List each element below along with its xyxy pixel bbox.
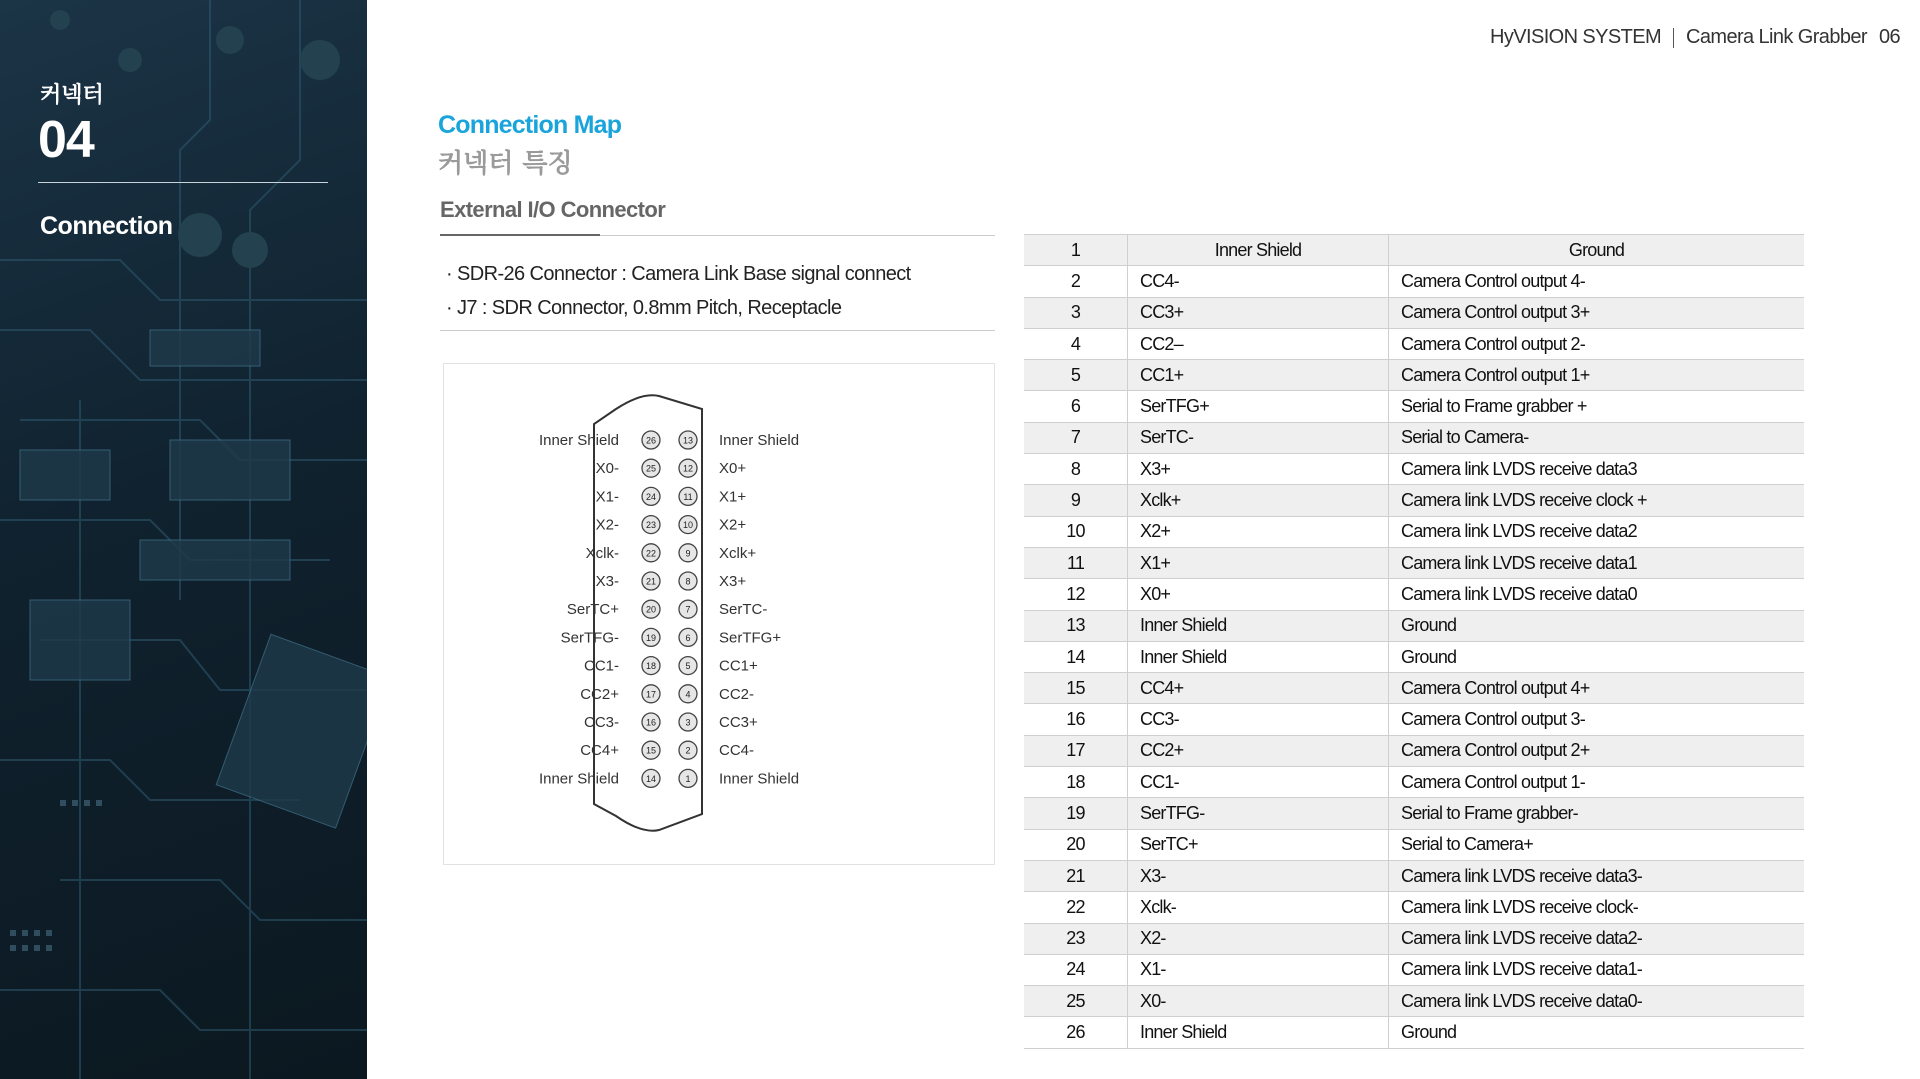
description-cell: Ground bbox=[1389, 1017, 1805, 1048]
table-row bbox=[1024, 798, 1804, 829]
pin-number-cell: 16 bbox=[1024, 704, 1128, 735]
pin-signal-label: CC4+ bbox=[580, 742, 619, 760]
spec-item: · J7 : SDR Connector, 0.8mm Pitch, Receptacle bbox=[446, 297, 842, 319]
table-row bbox=[1024, 454, 1804, 485]
pin-number: 1 bbox=[685, 773, 691, 784]
table-row bbox=[1024, 829, 1804, 860]
pin-number: 17 bbox=[645, 689, 657, 700]
pin-number: 22 bbox=[645, 548, 657, 559]
pin-signal-label: Inner Shield bbox=[719, 432, 800, 449]
pin-number-cell: 22 bbox=[1024, 892, 1128, 923]
signal-cell: SerTFG+ bbox=[1128, 391, 1389, 422]
pin-number: 19 bbox=[645, 632, 657, 643]
signal-cell: X3+ bbox=[1128, 454, 1389, 485]
pin-number-cell: 21 bbox=[1024, 860, 1128, 891]
connector-diagram bbox=[443, 363, 995, 865]
signal-cell: X1+ bbox=[1128, 547, 1389, 578]
description-cell: Camera link LVDS receive data3- bbox=[1389, 860, 1805, 891]
chapter-section: Connection bbox=[40, 212, 173, 240]
table-row bbox=[1024, 328, 1804, 359]
description-cell: Camera Control output 2+ bbox=[1389, 735, 1805, 766]
section-subtitle: External I/O Connector bbox=[440, 197, 666, 222]
pin-number-cell: 20 bbox=[1024, 829, 1128, 860]
signal-cell: X3- bbox=[1128, 860, 1389, 891]
pin-number-cell: 14 bbox=[1024, 641, 1128, 672]
signal-cell: SerTC+ bbox=[1128, 829, 1389, 860]
description-cell: Camera link LVDS receive clock + bbox=[1389, 485, 1805, 516]
page-title: Connection Map bbox=[438, 111, 622, 139]
pin-signal-label: X1- bbox=[595, 488, 619, 506]
description-cell: Camera Control output 4+ bbox=[1389, 673, 1805, 704]
description-cell: Camera Control output 1- bbox=[1389, 767, 1805, 798]
pin-signal-label: CC1+ bbox=[719, 657, 758, 675]
pin-signal-label: SerTC+ bbox=[566, 601, 619, 619]
pin-number: 11 bbox=[683, 491, 693, 502]
description-cell: Serial to Camera- bbox=[1389, 422, 1805, 453]
table-row bbox=[1024, 704, 1804, 735]
signal-cell: SerTFG- bbox=[1128, 798, 1389, 829]
pin-signal-label: SerTFG- bbox=[560, 629, 619, 647]
subtitle-rule bbox=[600, 235, 995, 236]
description-cell: Ground bbox=[1389, 235, 1805, 266]
pin-signal-label: CC4- bbox=[719, 742, 755, 760]
pin-signal-label: SerTFG+ bbox=[719, 629, 782, 647]
table-row bbox=[1024, 360, 1804, 391]
pin-number-cell: 18 bbox=[1024, 767, 1128, 798]
signal-cell: X2- bbox=[1128, 923, 1389, 954]
pin-number: 13 bbox=[682, 435, 694, 446]
signal-cell: CC2– bbox=[1128, 328, 1389, 359]
table-row bbox=[1024, 1017, 1804, 1048]
table-row bbox=[1024, 391, 1804, 422]
pin-signal-label: Inner Shield bbox=[538, 770, 619, 788]
pin-number: 25 bbox=[645, 463, 657, 474]
chapter-sidebar bbox=[0, 0, 367, 1079]
signal-cell: Inner Shield bbox=[1128, 1017, 1389, 1048]
pin-signal-label: Inner Shield bbox=[538, 432, 619, 449]
description-cell: Serial to Frame grabber + bbox=[1389, 391, 1805, 422]
signal-cell: Xclk- bbox=[1128, 892, 1389, 923]
pin-number-cell: 12 bbox=[1024, 579, 1128, 610]
signal-cell: Inner Shield bbox=[1128, 641, 1389, 672]
pin-number: 12 bbox=[682, 463, 694, 474]
pin-signal-label: SerTC- bbox=[719, 601, 768, 619]
description-cell: Camera Control output 4- bbox=[1389, 266, 1805, 297]
table-row bbox=[1024, 579, 1804, 610]
signal-cell: X2+ bbox=[1128, 516, 1389, 547]
pin-signal-label: CC1- bbox=[583, 657, 619, 675]
pin-number: 24 bbox=[645, 491, 657, 502]
pin-number-cell: 5 bbox=[1024, 360, 1128, 391]
pin-number-cell: 6 bbox=[1024, 391, 1128, 422]
table-row bbox=[1024, 266, 1804, 297]
table-row bbox=[1024, 986, 1804, 1017]
pin-signal-label: Xclk- bbox=[585, 544, 619, 562]
pin-number: 10 bbox=[682, 520, 694, 531]
pin-number-cell: 8 bbox=[1024, 454, 1128, 485]
signal-cell: CC1+ bbox=[1128, 360, 1389, 391]
table-row bbox=[1024, 923, 1804, 954]
pin-number-cell: 25 bbox=[1024, 986, 1128, 1017]
table-row bbox=[1024, 485, 1804, 516]
table-row bbox=[1024, 673, 1804, 704]
signal-cell: SerTC- bbox=[1128, 422, 1389, 453]
product-name: Camera Link Grabber bbox=[1686, 26, 1867, 48]
table-row bbox=[1024, 767, 1804, 798]
pin-number-cell: 13 bbox=[1024, 610, 1128, 641]
signal-cell: CC2+ bbox=[1128, 735, 1389, 766]
table-row bbox=[1024, 892, 1804, 923]
pin-signal-label: X1+ bbox=[719, 488, 747, 506]
pin-signal-label: X2- bbox=[595, 516, 619, 534]
chapter-korean-title: 커넥터 bbox=[40, 83, 104, 108]
signal-cell: Inner Shield bbox=[1128, 610, 1389, 641]
pin-number-cell: 3 bbox=[1024, 297, 1128, 328]
table-row bbox=[1024, 610, 1804, 641]
description-cell: Camera link LVDS receive data1- bbox=[1389, 954, 1805, 985]
pin-signal-label: Inner Shield bbox=[719, 770, 800, 788]
brand-name: HyVISION SYSTEM bbox=[1490, 26, 1662, 48]
pin-number: 23 bbox=[645, 520, 657, 531]
table-row bbox=[1024, 735, 1804, 766]
table-row bbox=[1024, 641, 1804, 672]
pin-signal-label: X3+ bbox=[719, 573, 747, 590]
description-cell: Camera link LVDS receive data3 bbox=[1389, 454, 1805, 485]
chapter-number: 04 bbox=[38, 111, 94, 169]
pin-signal-label: CC2+ bbox=[580, 685, 619, 703]
signal-cell: X0- bbox=[1128, 986, 1389, 1017]
signal-cell: X0+ bbox=[1128, 579, 1389, 610]
spec-item: · SDR-26 Connector : Camera Link Base signal connect bbox=[446, 263, 911, 285]
pin-number-cell: 9 bbox=[1024, 485, 1128, 516]
description-cell: Camera link LVDS receive data1 bbox=[1389, 547, 1805, 578]
header-separator bbox=[1673, 28, 1674, 48]
pin-number: 4 bbox=[685, 689, 691, 700]
connector-drawing bbox=[444, 364, 994, 864]
description-cell: Camera link LVDS receive data2- bbox=[1389, 923, 1805, 954]
pin-number: 21 bbox=[645, 576, 657, 587]
pin-signal-label: X2+ bbox=[719, 516, 747, 534]
page-number: 06 bbox=[1878, 26, 1900, 48]
divider bbox=[38, 182, 328, 183]
pin-number-cell: 2 bbox=[1024, 266, 1128, 297]
pin-number-cell: 1 bbox=[1024, 235, 1128, 266]
signal-cell: CC4+ bbox=[1128, 673, 1389, 704]
description-cell: Camera Control output 1+ bbox=[1389, 360, 1805, 391]
table-row bbox=[1024, 297, 1804, 328]
pin-number: 26 bbox=[645, 435, 657, 446]
pin-number-cell: 15 bbox=[1024, 673, 1128, 704]
pin-number-cell: 23 bbox=[1024, 923, 1128, 954]
subtitle-underline bbox=[440, 234, 600, 236]
pin-number: 14 bbox=[645, 773, 657, 784]
pin-signal-label: X0- bbox=[595, 460, 619, 478]
signal-cell: CC1- bbox=[1128, 767, 1389, 798]
pin-number: 15 bbox=[645, 745, 657, 756]
description-cell: Serial to Frame grabber- bbox=[1389, 798, 1805, 829]
table-row bbox=[1024, 860, 1804, 891]
signal-cell: CC3- bbox=[1128, 704, 1389, 735]
pin-number: 2 bbox=[685, 745, 691, 756]
signal-cell: Inner Shield bbox=[1128, 235, 1389, 266]
table-row bbox=[1024, 235, 1804, 266]
spec-list bbox=[446, 257, 911, 325]
pin-number-cell: 17 bbox=[1024, 735, 1128, 766]
pin-number: 5 bbox=[685, 661, 691, 672]
pin-number: 16 bbox=[645, 717, 657, 728]
description-cell: Camera Control output 2- bbox=[1389, 328, 1805, 359]
pin-number-cell: 11 bbox=[1024, 547, 1128, 578]
pin-number: 18 bbox=[645, 661, 657, 672]
pin-number: 3 bbox=[685, 717, 691, 728]
pin-signal-label: X3- bbox=[595, 573, 619, 590]
description-cell: Camera link LVDS receive data0 bbox=[1389, 579, 1805, 610]
description-cell: Serial to Camera+ bbox=[1389, 829, 1805, 860]
table-row bbox=[1024, 422, 1804, 453]
page-header bbox=[1490, 26, 1900, 49]
table-row bbox=[1024, 547, 1804, 578]
description-cell: Camera link LVDS receive data0- bbox=[1389, 986, 1805, 1017]
signal-cell: CC3+ bbox=[1128, 297, 1389, 328]
page-title-korean: 커넥터 특징 bbox=[438, 149, 573, 179]
description-cell: Camera Control output 3- bbox=[1389, 704, 1805, 735]
pin-signal-label: CC3- bbox=[583, 714, 619, 731]
pin-number-cell: 26 bbox=[1024, 1017, 1128, 1048]
pin-signal-label: CC3+ bbox=[719, 714, 758, 731]
pin-number: 8 bbox=[685, 576, 691, 587]
pin-number-cell: 24 bbox=[1024, 954, 1128, 985]
pin-number: 20 bbox=[645, 604, 657, 615]
pin-assignment-table bbox=[1024, 234, 1804, 1049]
pin-number-cell: 10 bbox=[1024, 516, 1128, 547]
description-cell: Camera Control output 3+ bbox=[1389, 297, 1805, 328]
pin-number: 7 bbox=[685, 604, 691, 615]
pin-signal-label: CC2- bbox=[719, 685, 755, 703]
description-cell: Ground bbox=[1389, 610, 1805, 641]
table-row bbox=[1024, 954, 1804, 985]
description-cell: Ground bbox=[1389, 641, 1805, 672]
pin-number: 6 bbox=[685, 632, 691, 643]
pin-signal-label: X0+ bbox=[719, 460, 747, 478]
description-cell: Camera link LVDS receive data2 bbox=[1389, 516, 1805, 547]
signal-cell: X1- bbox=[1128, 954, 1389, 985]
description-cell: Camera link LVDS receive clock- bbox=[1389, 892, 1805, 923]
signal-cell: Xclk+ bbox=[1128, 485, 1389, 516]
signal-cell: CC4- bbox=[1128, 266, 1389, 297]
pin-number: 9 bbox=[685, 548, 691, 559]
pin-signal-label: Xclk+ bbox=[719, 544, 757, 562]
pin-number-cell: 19 bbox=[1024, 798, 1128, 829]
pin-number-cell: 4 bbox=[1024, 328, 1128, 359]
table-row bbox=[1024, 516, 1804, 547]
pin-number-cell: 7 bbox=[1024, 422, 1128, 453]
divider bbox=[440, 330, 995, 331]
